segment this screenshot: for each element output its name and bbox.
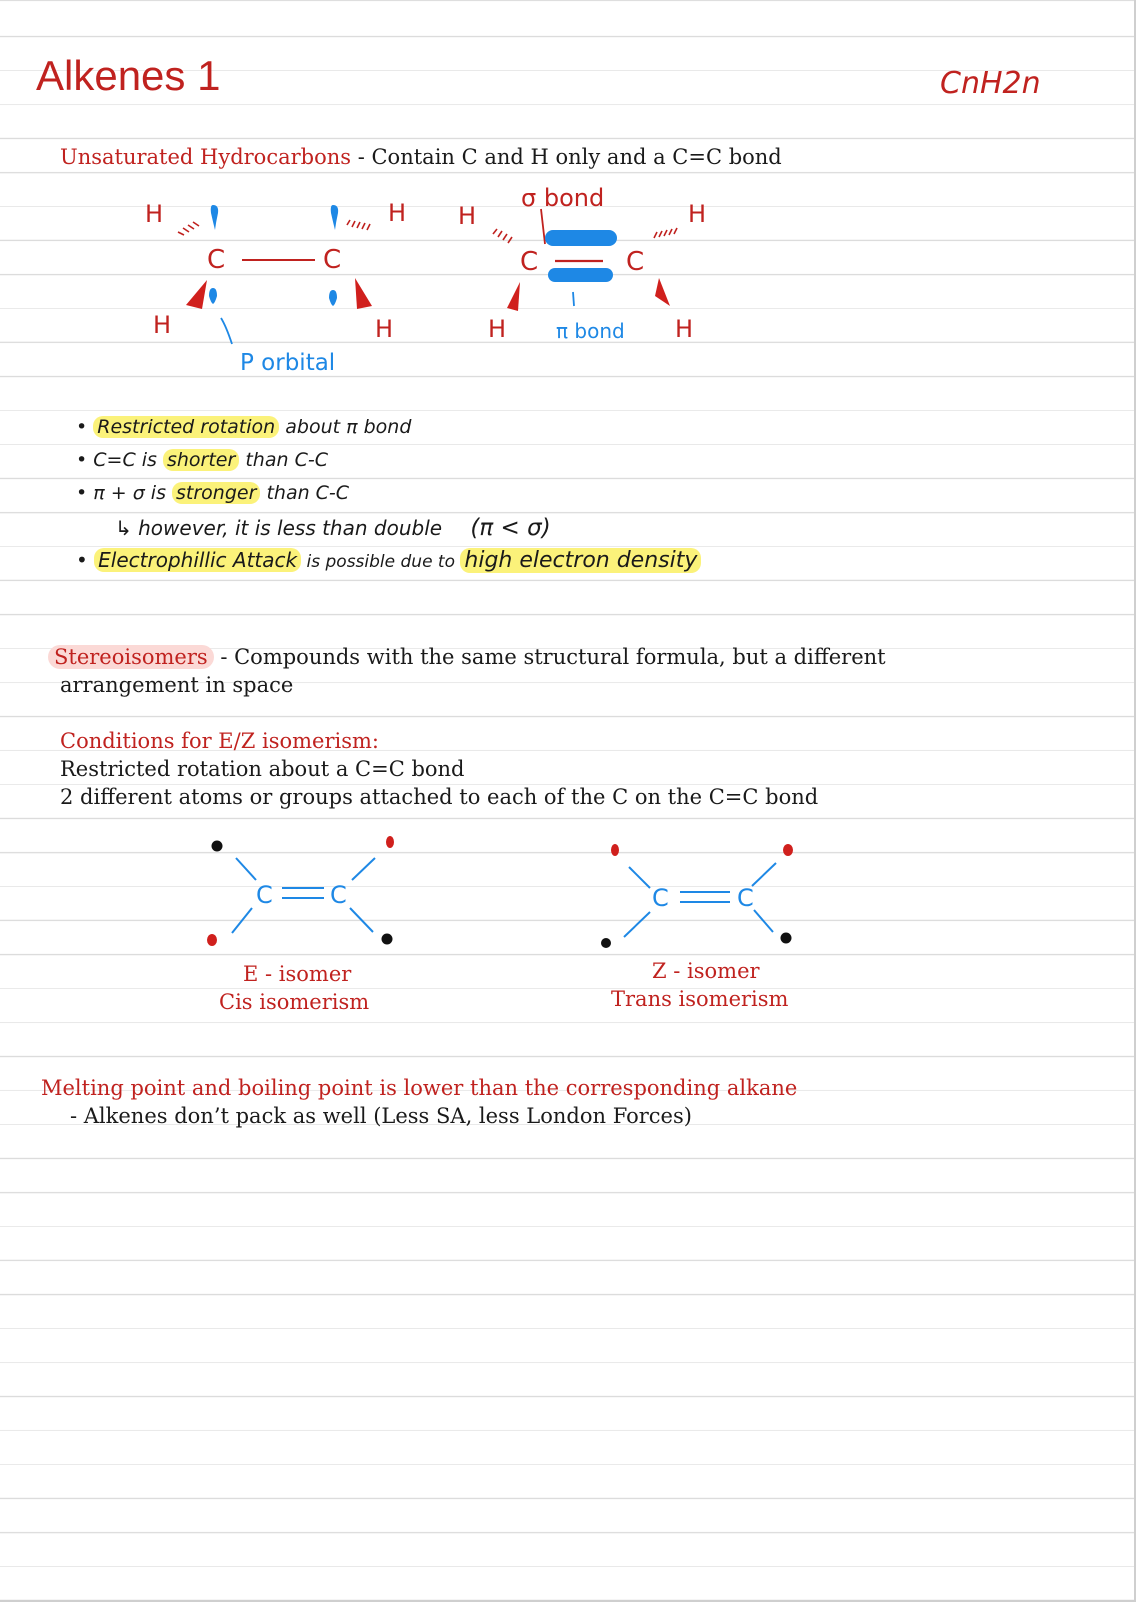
note-bond-length xyxy=(76,449,328,471)
bond-line xyxy=(236,858,256,880)
solid-wedge xyxy=(655,278,670,306)
bond-line xyxy=(754,910,773,932)
note-text: (π < σ) xyxy=(470,515,551,541)
h-atom-label: H xyxy=(458,202,477,230)
c-atom-label: C xyxy=(256,881,273,909)
highlight-electron-density: high electron density xyxy=(460,548,701,573)
hashed-wedge xyxy=(178,222,199,235)
group-dot-black xyxy=(382,934,393,945)
ez-condition-2: 2 different atoms or groups attached to each of the C on the C=C bond xyxy=(60,785,819,809)
c-atom-label: C xyxy=(626,247,645,277)
c-atom-label: C xyxy=(737,884,754,912)
note-text: is possible due to xyxy=(301,552,461,572)
pi-bond-lobe xyxy=(545,230,617,246)
note-text: than C-C xyxy=(260,482,350,504)
note-bond-strength xyxy=(76,482,349,504)
pointer-line xyxy=(221,318,232,344)
h-atom-label: H xyxy=(675,315,694,343)
bullet-dot: • xyxy=(76,482,88,504)
ez-condition-1: Restricted rotation about a C=C bond xyxy=(60,757,465,781)
group-dot-red xyxy=(783,844,793,856)
melting-point-detail: - Alkenes don’t pack as well (Less SA, less London Forces) xyxy=(70,1104,692,1128)
note-text: about π bond xyxy=(279,416,412,438)
h-atom-label: H xyxy=(688,200,707,228)
highlight-stronger: stronger xyxy=(172,482,260,504)
group-dot-red xyxy=(207,934,217,946)
general-formula: CnH2n xyxy=(940,66,1041,101)
solid-wedge xyxy=(507,282,520,311)
pi-bond-label: π bond xyxy=(556,319,625,343)
p-orbital-label: P orbital xyxy=(240,350,336,376)
p-orbital-lobe xyxy=(209,288,217,304)
p-orbital-lobe xyxy=(331,205,338,230)
h-atom-label: H xyxy=(153,311,172,339)
highlight-restricted-rotation: Restricted rotation xyxy=(93,416,279,438)
bond-line xyxy=(350,908,373,932)
c-atom-label: C xyxy=(520,247,539,277)
p-orbital-lobe xyxy=(329,290,337,306)
group-dot-black xyxy=(781,933,792,944)
solid-wedge xyxy=(186,280,207,309)
group-dot-black xyxy=(601,938,611,948)
note-electrophilic xyxy=(76,548,701,573)
stereoisomer-term: Stereoisomers xyxy=(48,645,214,669)
arrow-icon: ↳ xyxy=(115,516,132,540)
stereoisomer-definition-line2: arrangement in space xyxy=(60,673,294,697)
ez-heading: Conditions for E/Z isomerism: xyxy=(60,729,379,753)
z-isomer-subtitle: Trans isomerism xyxy=(611,987,789,1011)
z-isomer-diagram xyxy=(590,825,810,955)
c-atom-label: C xyxy=(330,881,347,909)
bond-line xyxy=(232,908,252,933)
note-text: π + σ is xyxy=(93,482,173,504)
bond-line xyxy=(624,912,650,937)
e-isomer-diagram xyxy=(190,825,420,955)
group-dot-red xyxy=(386,836,394,848)
note-however xyxy=(115,515,551,541)
unsaturated-definition xyxy=(60,145,782,169)
bond-line xyxy=(629,867,650,888)
hashed-wedge xyxy=(493,229,512,243)
orbital-diagram xyxy=(0,175,760,385)
e-isomer-subtitle: Cis isomerism xyxy=(219,990,370,1014)
pi-bond-lobe xyxy=(548,268,613,282)
p-orbital-lobe xyxy=(211,205,218,230)
note-text: than C-C xyxy=(239,449,328,471)
unsaturated-text: - Contain C and H only and a C=C bond xyxy=(351,145,782,169)
definition-text: - Compounds with the same structural formula, but a different xyxy=(213,645,886,669)
unsaturated-term: Unsaturated Hydrocarbons xyxy=(60,145,352,169)
c-atom-label: C xyxy=(652,884,669,912)
group-dot-red xyxy=(611,844,619,856)
e-isomer-name: E - isomer xyxy=(243,962,352,986)
highlight-electrophilic-attack: Electrophillic Attack xyxy=(94,548,301,572)
z-isomer-name: Z - isomer xyxy=(652,959,760,983)
c-atom-label: C xyxy=(323,245,342,275)
hashed-wedge xyxy=(347,220,370,230)
bond-line xyxy=(352,858,375,880)
page-title: Alkenes 1 xyxy=(36,52,221,99)
note-restricted-rotation xyxy=(76,416,411,438)
sigma-bond-label: σ bond xyxy=(521,184,605,212)
c-atom-label: C xyxy=(207,245,226,275)
h-atom-label: H xyxy=(488,315,507,343)
pointer-line xyxy=(573,292,574,306)
note-text: however, it is less than double xyxy=(138,516,443,540)
note-text: C=C is xyxy=(93,449,163,471)
highlight-shorter: shorter xyxy=(163,449,239,471)
melting-point-heading: Melting point and boiling point is lower than the corresponding alkane xyxy=(41,1076,798,1100)
bond-line xyxy=(752,863,776,886)
group-dot-black xyxy=(212,841,223,852)
h-atom-label: H xyxy=(388,199,407,227)
hashed-wedge xyxy=(654,228,677,238)
h-atom-label: H xyxy=(375,315,394,343)
stereoisomer-definition xyxy=(48,645,886,669)
bullet-dot: • xyxy=(76,449,88,471)
pointer-line xyxy=(541,209,545,244)
bullet-dot: • xyxy=(76,416,88,438)
bullet-dot: • xyxy=(76,548,88,572)
solid-wedge xyxy=(355,278,372,309)
h-atom-label: H xyxy=(145,200,164,228)
